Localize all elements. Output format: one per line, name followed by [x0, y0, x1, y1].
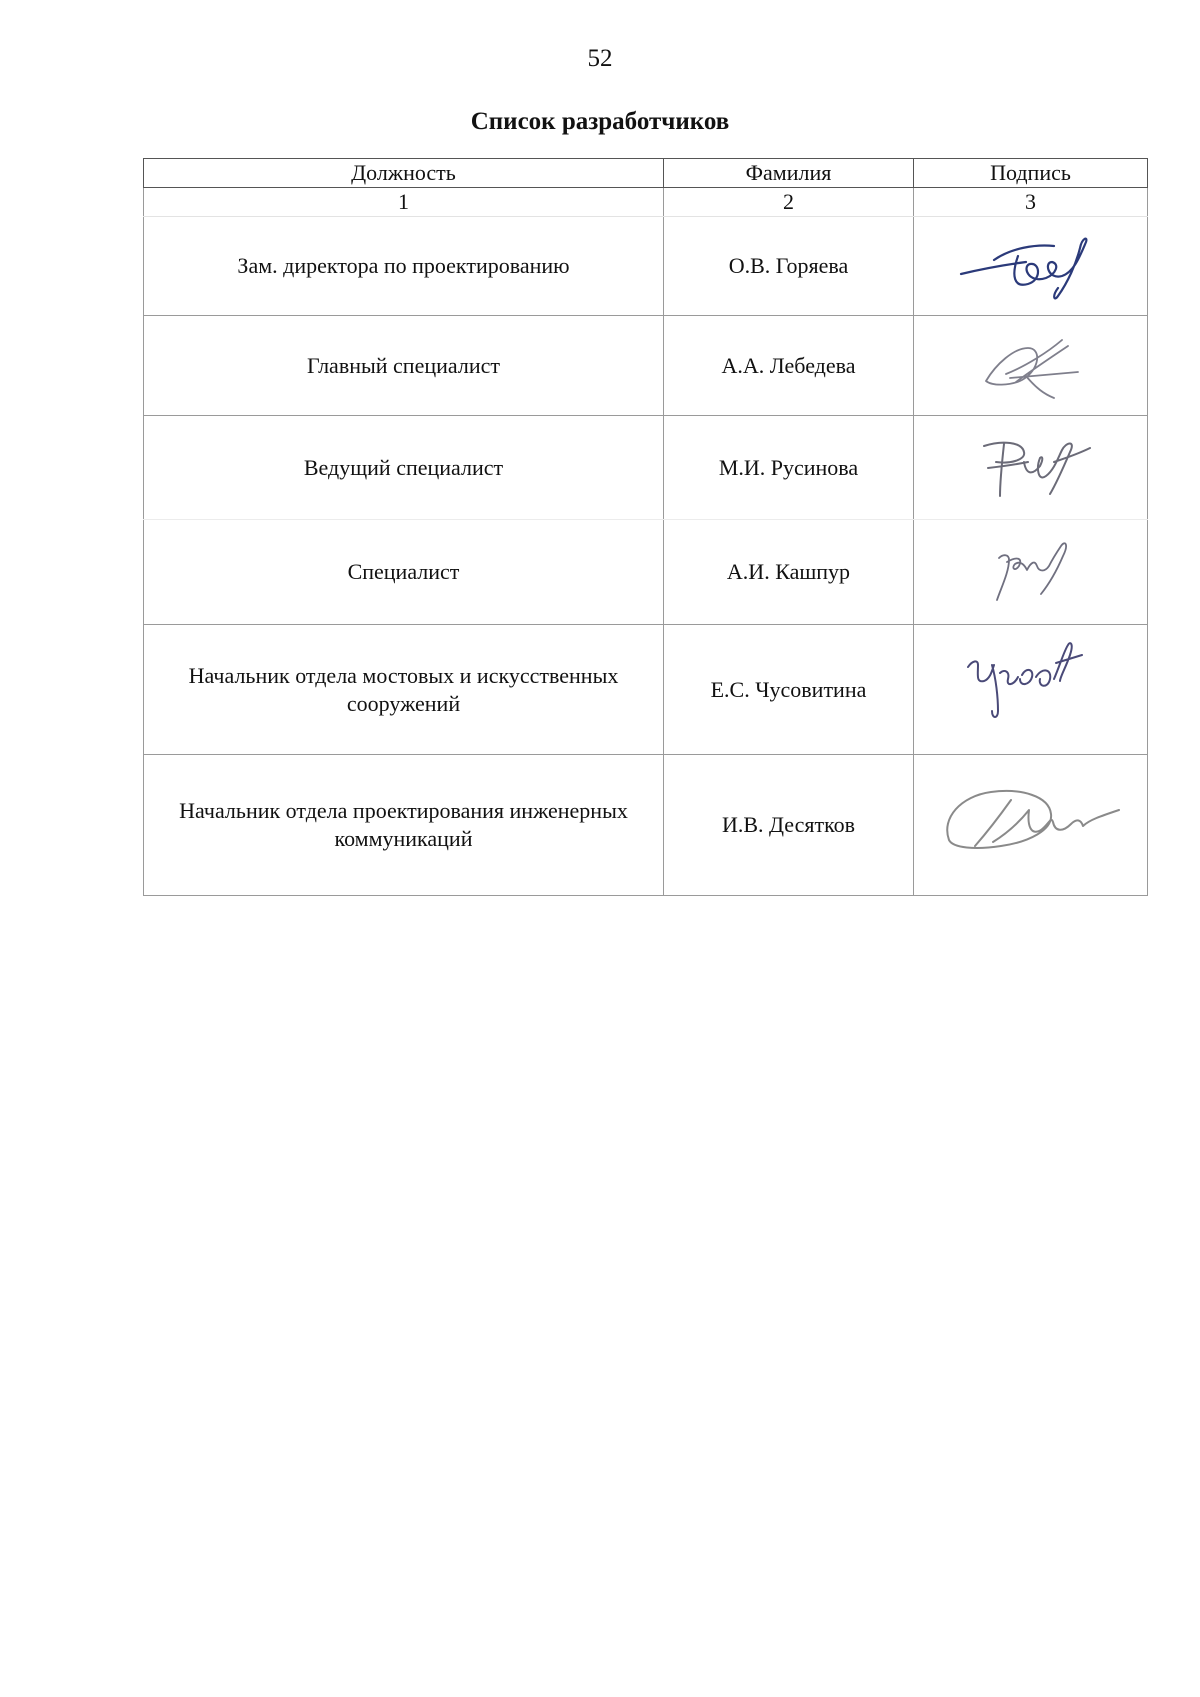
- name-cell: О.В. Горяева: [664, 217, 914, 316]
- table-row: [144, 625, 1148, 755]
- column-number: 3: [914, 188, 1148, 217]
- name-cell: И.В. Десятков: [664, 755, 914, 896]
- signature-image: [956, 226, 1106, 306]
- table-header-row: [144, 159, 1148, 188]
- signature-image: [971, 532, 1091, 612]
- column-number-row: [144, 188, 1148, 217]
- position-cell: Специалист: [144, 520, 664, 625]
- signature-stroke: [947, 791, 1119, 848]
- table-row: [144, 416, 1148, 520]
- signature-cell: [914, 217, 1148, 316]
- signature-cell: [914, 520, 1148, 625]
- signature-cell: [914, 755, 1148, 896]
- position-cell: Зам. директора по проектированию: [144, 217, 664, 316]
- signature-image: [956, 635, 1106, 745]
- name-cell: М.И. Русинова: [664, 416, 914, 520]
- signature-stroke: [986, 340, 1078, 398]
- document-title: Список разработчиков: [470, 108, 730, 135]
- position-cell: Начальник отдела проектирования инженерных коммуникаций: [144, 755, 664, 896]
- name-cell: А.И. Кашпур: [664, 520, 914, 625]
- signature-stroke: [984, 442, 1090, 495]
- column-number: 1: [144, 188, 664, 217]
- position-cell: Начальник отдела мостовых и искусственных сооружений: [144, 625, 664, 755]
- signature-cell: [914, 625, 1148, 755]
- position-cell: Ведущий специалист: [144, 416, 664, 520]
- signature-cell: [914, 316, 1148, 416]
- page-number: 52: [587, 45, 613, 72]
- signature-stroke: [997, 543, 1066, 600]
- table-row: [144, 520, 1148, 625]
- signature-image: [931, 770, 1131, 880]
- header-signature: Подпись: [914, 159, 1148, 188]
- signature-image: [966, 326, 1096, 406]
- table-row: [144, 316, 1148, 416]
- header-position: Должность: [144, 159, 664, 188]
- position-cell: Главный специалист: [144, 316, 664, 416]
- table-row: [144, 217, 1148, 316]
- signature-stroke: [961, 239, 1086, 299]
- column-number: 2: [664, 188, 914, 217]
- table-row: [144, 755, 1148, 896]
- name-cell: Е.С. Чусовитина: [664, 625, 914, 755]
- developers-table: [143, 158, 1148, 896]
- header-name: Фамилия: [664, 159, 914, 188]
- signature-cell: [914, 416, 1148, 520]
- signature-stroke: [968, 643, 1082, 717]
- name-cell: А.А. Лебедева: [664, 316, 914, 416]
- signature-image: [966, 428, 1096, 508]
